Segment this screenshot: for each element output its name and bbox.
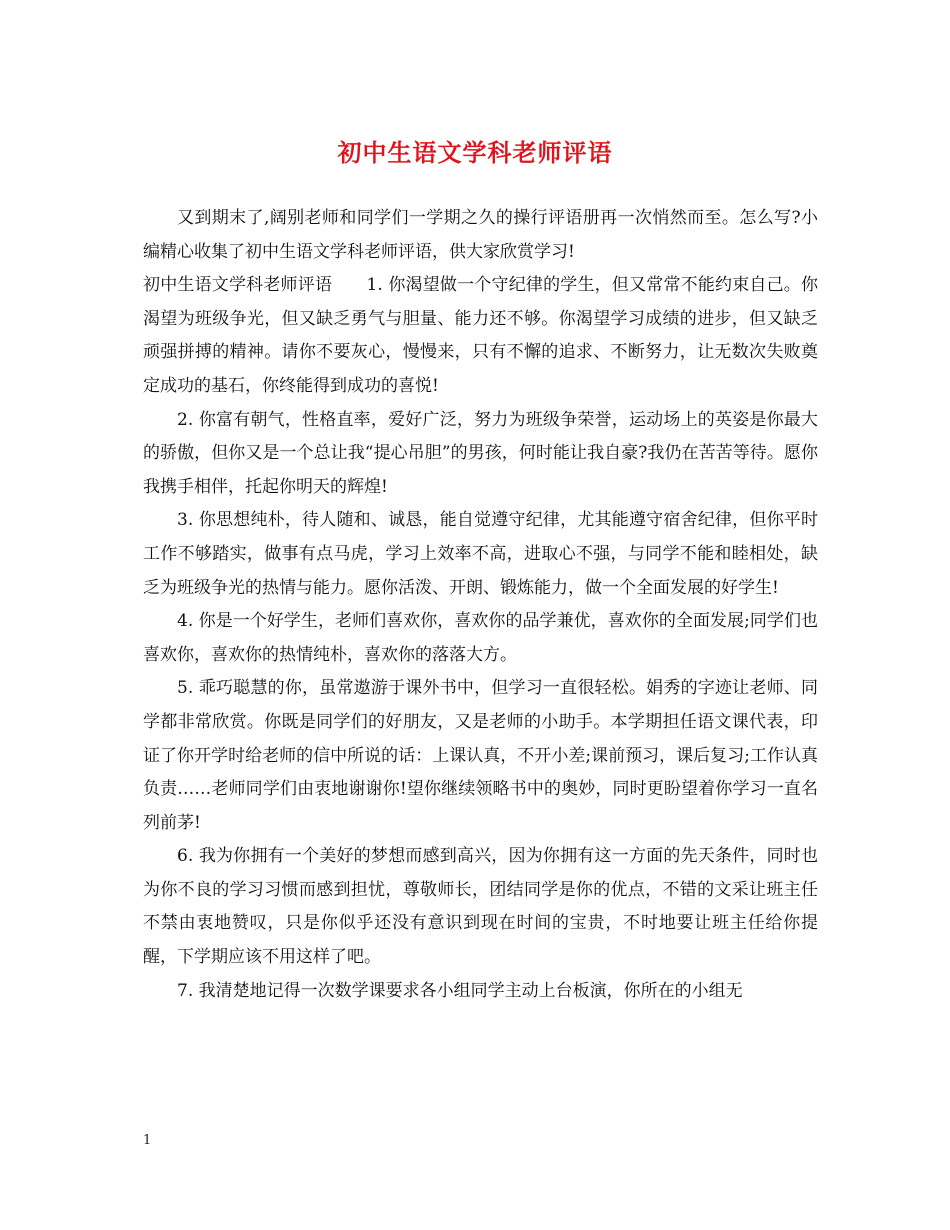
document-title: 初中生语文学科老师评语	[337, 138, 613, 167]
document-body	[143, 202, 818, 1008]
intro-paragraph: 又到期末了,阔别老师和同学们一学期之久的操行评语册再一次悄然而至。怎么写?小编精心收集了初中生语文学科老师评语，供大家欣赏学习!	[143, 208, 818, 262]
comment-paragraph-2: 2. 你富有朝气，性格直率，爱好广泛，努力为班级争荣誉，运动场上的英姿是你最大的骄傲，但你又是一个总让我“提心吊胆”的男孩，何时能让我自豪?我仍在苦苦等待。愿你我携手相伴，托起你明天的辉煌!	[143, 409, 818, 497]
comment-paragraph-1: 初中生语文学科老师评语 1. 你渴望做一个守纪律的学生，但又常常不能约束自己。你渴望为班级争光，但又缺乏勇气与胆量、能力还不够。你渴望学习成绩的进步，但又缺乏顽强拼搏的精神。请你不要灰心，慢慢来，只有不懈的追求、不断努力，让无数次失败奠定成功的基石，你终能得到成功的喜悦!	[143, 275, 818, 396]
comment-paragraph-4: 4. 你是一个好学生，老师们喜欢你，喜欢你的品学兼优，喜欢你的全面发展;同学们也喜欢你，喜欢你的热情纯朴，喜欢你的落落大方。	[143, 611, 818, 665]
page-number: 1	[143, 1133, 152, 1148]
comment-paragraph-5: 5. 乖巧聪慧的你，虽常遨游于课外书中，但学习一直很轻松。娟秀的字迹让老师、同学都非常欣赏。你既是同学们的好朋友，又是老师的小助手。本学期担任语文课代表，印证了你开学时给老师的信中所说的话：上课认真，不开小差;课前预习，课后复习;工作认真负责……老师同学们由衷地谢谢你!望你继续领略书中的奥妙，同时更盼望着你学习一直名列前茅!	[143, 678, 818, 833]
comment-paragraph-7: 7. 我清楚地记得一次数学课要求各小组同学主动上台板演，你所在的小组无	[177, 980, 743, 1001]
comment-paragraph-6: 6. 我为你拥有一个美好的梦想而感到高兴，因为你拥有这一方面的先天条件，同时也为你不良的学习习惯而感到担忧，尊敬师长，团结同学是你的优点，不错的文采让班主任不禁由衷地赞叹，只是你似乎还没有意识到现在时间的宝贵，不时地要让班主任给你提醒，下学期应该不用这样了吧。	[143, 846, 818, 968]
comment-paragraph-3: 3. 你思想纯朴，待人随和、诚恳，能自觉遵守纪律，尤其能遵守宿舍纪律，但你平时工作不够踏实，做事有点马虎，学习上效率不高，进取心不强，与同学不能和睦相处，缺乏为班级争光的热情与能力。愿你活泼、开朗、锻炼能力，做一个全面发展的好学生!	[143, 510, 818, 598]
